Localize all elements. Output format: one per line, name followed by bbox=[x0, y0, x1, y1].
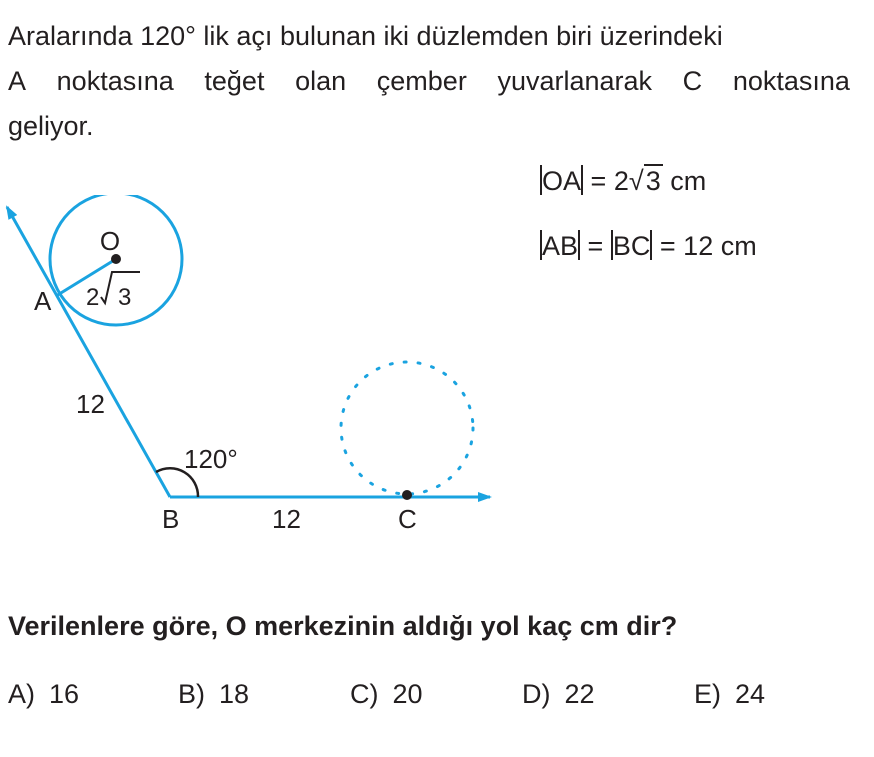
option-value: 20 bbox=[392, 679, 423, 709]
option-e[interactable] bbox=[694, 679, 765, 710]
circle-at-c bbox=[341, 362, 473, 494]
given-oa-coefficient: 2 bbox=[613, 166, 629, 196]
given-oa-label: OA bbox=[542, 166, 582, 196]
option-letter: A) bbox=[8, 679, 35, 709]
equals-sign: = bbox=[659, 231, 676, 261]
option-letter: E) bbox=[694, 679, 721, 709]
problem-word: noktasına bbox=[56, 66, 174, 96]
problem-word: çember bbox=[376, 66, 467, 96]
given-oa-radicand: 3 bbox=[645, 166, 661, 196]
option-value: 22 bbox=[564, 679, 595, 709]
abs-bar-right bbox=[581, 165, 583, 195]
given-oa bbox=[540, 165, 706, 197]
problem-word: yuvarlanarak bbox=[497, 66, 653, 96]
given-ab-bc-value: 12 cm bbox=[683, 231, 757, 261]
option-c[interactable] bbox=[350, 679, 423, 710]
problem-word: olan bbox=[295, 66, 347, 96]
abs-bar-right bbox=[578, 230, 580, 260]
problem-word: A bbox=[8, 66, 27, 96]
problem-word: C bbox=[682, 66, 703, 96]
label-a: A bbox=[34, 286, 52, 316]
problem-line-3: geliyor. bbox=[8, 111, 94, 141]
option-letter: B) bbox=[178, 679, 205, 709]
given-ab-bc bbox=[540, 230, 757, 262]
label-angle: 120° bbox=[184, 444, 238, 474]
point-c bbox=[402, 490, 412, 500]
option-value: 24 bbox=[735, 679, 766, 709]
label-b: B bbox=[162, 504, 180, 534]
problem-line-2 bbox=[8, 59, 850, 104]
given-ab-label: AB bbox=[542, 231, 579, 261]
label-c: C bbox=[398, 504, 417, 534]
label-radius-coefficient: 2 bbox=[86, 284, 100, 311]
option-letter: D) bbox=[522, 679, 551, 709]
problem-word: noktasına bbox=[732, 66, 850, 96]
given-bc-label: BC bbox=[612, 231, 651, 261]
problem-text bbox=[8, 14, 858, 149]
problem-line-1: Aralarında 120° lik açı bulunan iki düzlemden biri üzerindeki bbox=[8, 21, 723, 51]
option-a[interactable] bbox=[8, 679, 79, 710]
problem-word: teğet bbox=[204, 66, 265, 96]
option-letter: C) bbox=[350, 679, 379, 709]
ray-ba bbox=[7, 207, 170, 497]
label-o: O bbox=[99, 226, 121, 256]
label-bc-length: 12 bbox=[272, 504, 301, 534]
option-value: 16 bbox=[49, 679, 80, 709]
sqrt-symbol: √3 bbox=[628, 166, 661, 196]
equals-sign: = bbox=[590, 166, 607, 196]
geometry-figure bbox=[0, 195, 520, 540]
question-text: Verilenlere göre, O merkezinin aldığı yol kaç cm dir? bbox=[8, 611, 678, 641]
label-radius-radicand: 3 bbox=[118, 284, 132, 311]
abs-bar-right bbox=[650, 230, 652, 260]
option-d[interactable] bbox=[522, 679, 595, 710]
option-b[interactable] bbox=[178, 679, 249, 710]
equals-sign: = bbox=[587, 231, 604, 261]
label-ab-length: 12 bbox=[76, 389, 105, 419]
given-oa-unit: cm bbox=[670, 166, 707, 196]
option-value: 18 bbox=[219, 679, 250, 709]
